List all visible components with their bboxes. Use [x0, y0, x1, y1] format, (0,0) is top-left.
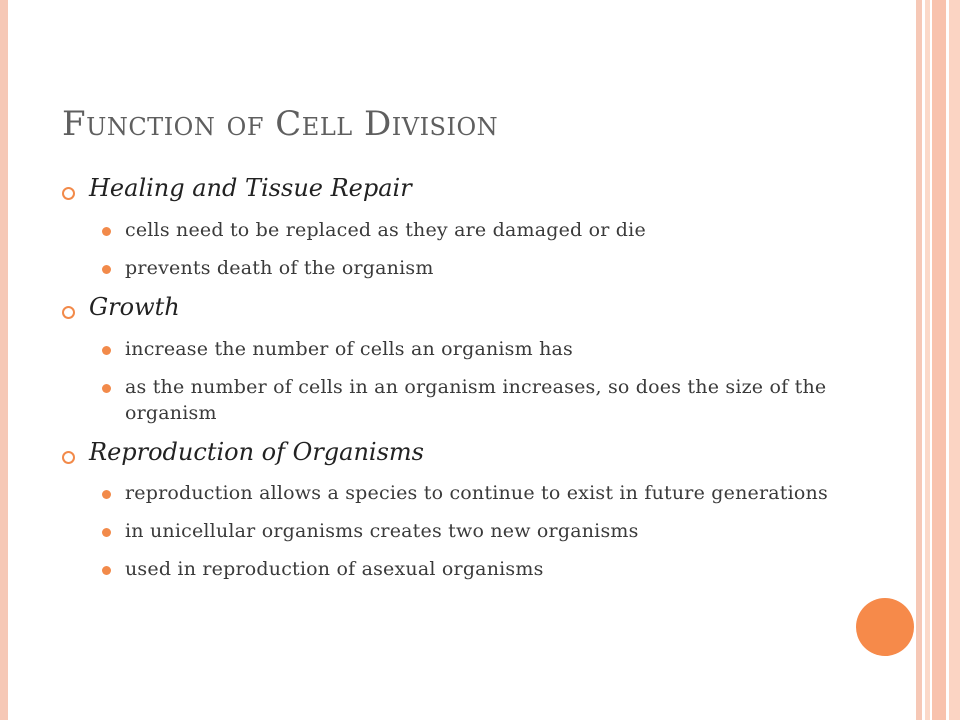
ring-bullet-icon — [62, 451, 75, 464]
right-border-stripes — [916, 0, 960, 720]
list-item — [62, 480, 852, 506]
list-item-text: prevents death of the organism — [125, 256, 434, 279]
list-item-text: reproduction allows a species to continue to exist in future generations — [125, 482, 828, 505]
section-heading-row — [62, 438, 852, 467]
dot-bullet-icon — [102, 528, 111, 537]
bullet-list — [62, 217, 852, 281]
accent-circle — [856, 598, 914, 656]
slide-title: Function of Cell Division — [62, 104, 499, 144]
list-item — [62, 336, 852, 362]
section-heading-row — [62, 293, 852, 322]
left-border-stripe — [0, 0, 8, 720]
section-heading: Healing and Tissue Repair — [89, 174, 412, 202]
dot-bullet-icon — [102, 566, 111, 575]
list-item — [62, 556, 852, 582]
list-item-text: increase the number of cells an organism has — [125, 337, 574, 360]
bullet-list — [62, 480, 852, 582]
ring-bullet-icon — [62, 187, 75, 200]
dot-bullet-icon — [102, 384, 111, 393]
list-item-text: in unicellular organisms creates two new organisms — [125, 520, 639, 543]
bullet-list — [62, 336, 852, 426]
list-item — [62, 518, 852, 544]
section-healing — [62, 174, 852, 281]
dot-bullet-icon — [102, 490, 111, 499]
list-item — [62, 255, 852, 281]
section-heading: Reproduction of Organisms — [89, 437, 424, 466]
dot-bullet-icon — [102, 346, 111, 355]
slide-content — [62, 174, 852, 594]
list-item-text: used in reproduction of asexual organisms — [125, 558, 544, 581]
section-reproduction — [62, 438, 852, 583]
list-item-text: as the number of cells in an organism increases, so does the size of the organism — [125, 375, 827, 424]
section-heading: Growth — [89, 292, 180, 321]
dot-bullet-icon — [102, 227, 111, 236]
ring-bullet-icon — [62, 306, 75, 319]
list-item — [62, 374, 852, 426]
section-heading-row — [62, 174, 852, 203]
dot-bullet-icon — [102, 265, 111, 274]
section-growth — [62, 293, 852, 426]
list-item — [62, 217, 852, 243]
list-item-text: cells need to be replaced as they are damaged or die — [125, 218, 646, 241]
